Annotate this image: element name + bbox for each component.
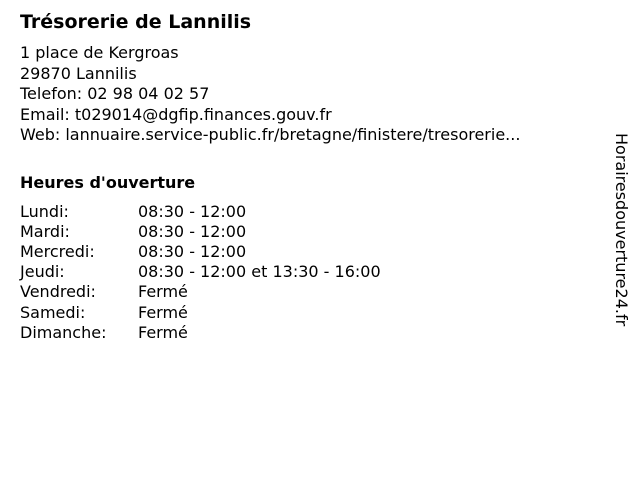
time-value: 08:30 - 12:00 [138,221,247,241]
hours-row-friday [20,282,610,302]
city-line: 29870 Lannilis [20,63,137,83]
time-value: Fermé [138,322,188,342]
hours-row-monday [20,202,610,222]
time-value: 08:30 - 12:00 et 13:30 - 16:00 [138,262,381,282]
day-label: Mercredi: [20,241,95,261]
hours-table [20,202,610,343]
phone-line: Telefon: 02 98 04 02 57 [20,84,210,103]
time-value: Fermé [138,302,188,322]
street-address: 1 place de Kergroas [20,43,179,62]
day-label: Jeudi: [20,262,65,282]
day-label: Samedi: [20,302,86,322]
time-value: 08:30 - 12:00 [138,241,247,261]
day-label: Vendredi: [20,282,96,302]
day-label: Mardi: [20,221,70,241]
hours-row-thursday [20,262,610,282]
hours-row-wednesday [20,242,610,262]
hours-row-tuesday [20,222,610,242]
business-card [20,10,610,343]
business-title: Trésorerie de Lannilis [20,11,252,33]
email-line: Email: t029014@dgfip.finances.gouv.fr [20,104,332,124]
day-label: Dimanche: [20,322,107,342]
hours-row-sunday [20,323,610,343]
site-watermark: Horairesdouverture24.fr [612,133,631,327]
hours-heading: Heures d'ouverture [20,172,196,192]
web-line: Web: lannuaire.service-public.fr/bretagne/finistere/tresorerie... [20,125,521,144]
hours-row-saturday [20,303,610,323]
time-value: Fermé [138,282,188,302]
time-value: 08:30 - 12:00 [138,201,247,221]
day-label: Lundi: [20,201,69,221]
address-block [20,43,610,146]
